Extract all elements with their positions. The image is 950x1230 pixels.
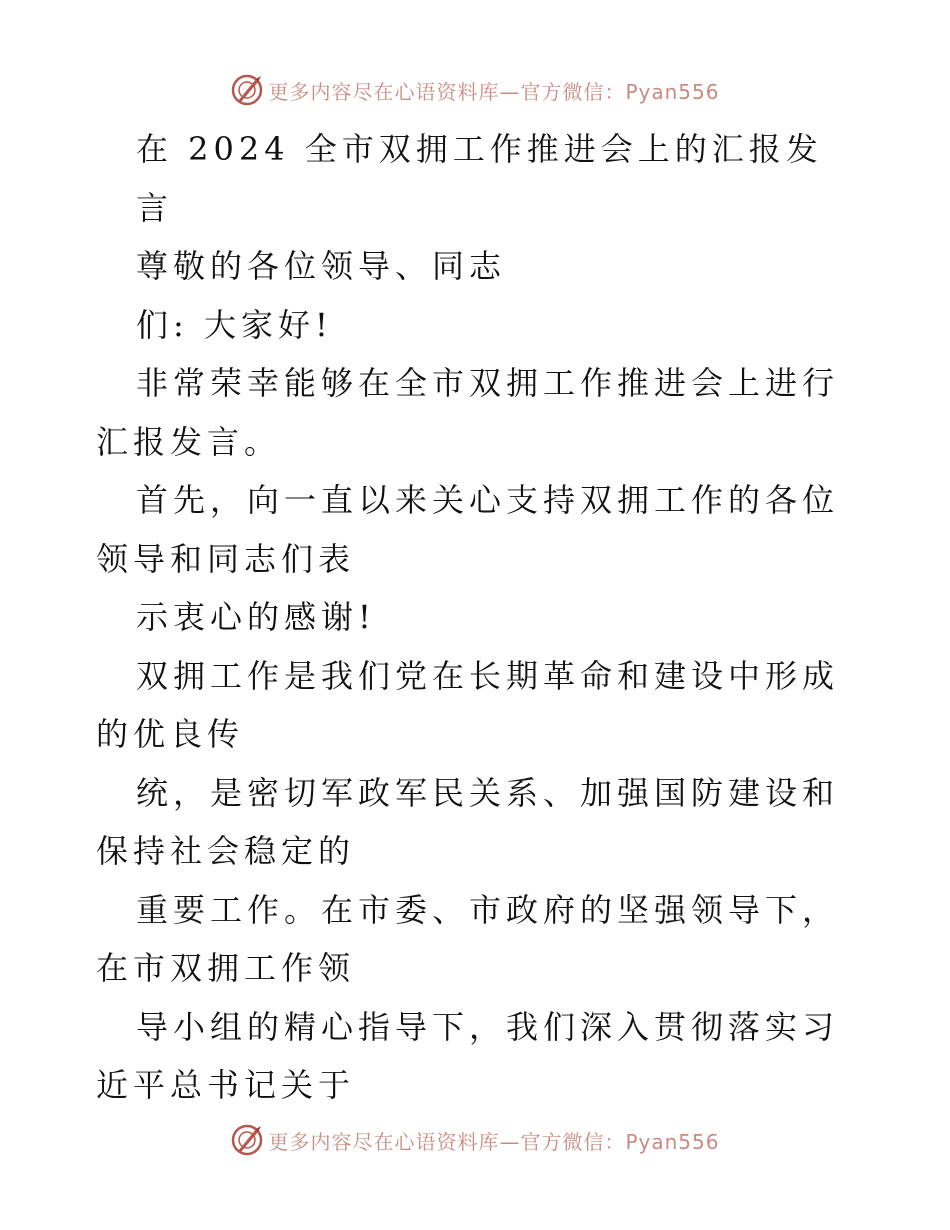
salutation-line-2: 们: 大家好! xyxy=(136,305,333,344)
paragraph-tradition: 双拥工作是我们党在长期革命和建设中形成的优良传 xyxy=(96,656,840,753)
paragraph-opening: 非常荣幸能够在全市双拥工作推进会上进行汇报发言。 xyxy=(96,364,840,461)
paragraph-guidance: 导小组的精心指导下，我们深入贯彻落实习近平总书记关于 xyxy=(96,1007,840,1104)
document-body xyxy=(96,120,856,1115)
watermark-footer xyxy=(0,1120,950,1160)
salutation-line-1: 尊敬的各位领导、同志 xyxy=(136,247,507,285)
watermark-text: 更多内容尽在心语资料库—官方微信：Pyan556 xyxy=(268,1129,720,1154)
quill-pen-circle-logo-icon xyxy=(230,1123,264,1157)
watermark-header xyxy=(0,70,950,110)
watermark-text: 更多内容尽在心语资料库—官方微信：Pyan556 xyxy=(268,79,720,104)
paragraph-thanks: 首先，向一直以来关心支持双拥工作的各位领导和同志们表 xyxy=(96,481,840,578)
paragraph-tradition-cont: 统，是密切军政军民关系、加强国防建设和保持社会稳定的 xyxy=(96,773,840,870)
paragraph-thanks-cont: 示衷心的感谢! xyxy=(136,598,376,636)
title-line-2: 言 xyxy=(136,188,174,227)
title-line-1: 在 2024 全市双拥工作推进会上的汇报发 xyxy=(136,130,823,168)
quill-pen-circle-logo-icon xyxy=(230,73,264,107)
paragraph-leadership: 重要工作。在市委、市政府的坚强领导下，在市双拥工作领 xyxy=(96,890,840,987)
